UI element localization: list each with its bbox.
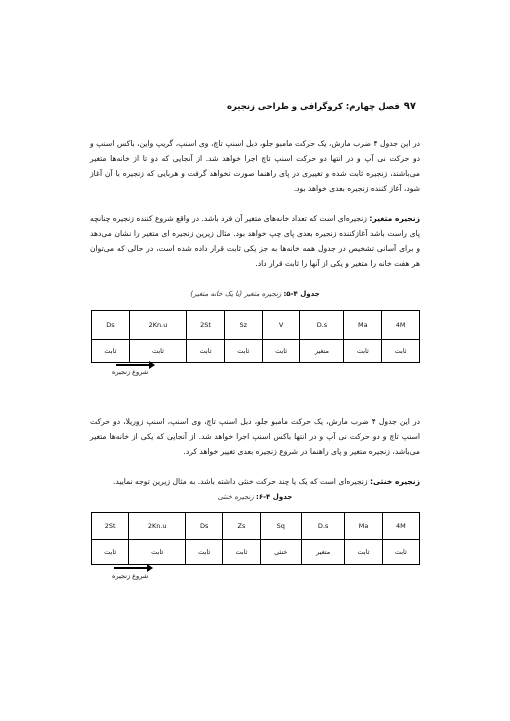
table-cell: ثابت — [187, 340, 225, 363]
table-cell: ثابت — [344, 340, 382, 363]
table-cell: Zs — [223, 513, 260, 540]
table-cell: متغیر — [301, 540, 345, 565]
table-cell: Ds — [92, 311, 130, 340]
chain-start-arrow-icon — [116, 364, 150, 366]
page-number: ۹۷ — [403, 101, 416, 112]
table-cell: 4M — [382, 311, 420, 340]
table-caption-neutral — [90, 493, 420, 501]
chain-start-arrow-icon — [114, 567, 148, 569]
table-caption-text: زنجیره خنثی — [217, 493, 254, 501]
page-header — [90, 101, 420, 117]
table-cell: ثابت — [345, 540, 382, 565]
table-caption-text: زنجیره متغیر (با یک خانه متغیر) — [190, 290, 282, 298]
paragraph-variable-chain-explanation: در این جدول ۴ ضرب مارش، یک حرکت مامبو جلو، دبل اسنپ تاچ، وی اسنپ، اسنپ زوریلا، دو حرکت اسنپ تاچ و دو حرکت نی آپ و در انتها باکس اسنپ اجرا خواهد شد. از آنجایی که یکی از خانه‌ها متغیر می‌باشد، زنجیره متغیر و پای راهنما در شروع زنجیره بعدی تغییر خواهد کرد. — [90, 417, 420, 456]
table-caption-label: جدول ۴-۵: — [283, 290, 320, 298]
table-cell: V — [262, 311, 300, 340]
table-cell: ثابت — [223, 540, 260, 565]
table-cell: ثابت — [382, 340, 420, 363]
table-row-states — [92, 540, 420, 565]
table-cell: ثابت — [382, 540, 419, 565]
table-caption-variable — [90, 290, 420, 298]
chain-start-label: شروع زنجیره — [112, 368, 149, 376]
table-cell: 2Kn.u — [129, 311, 186, 340]
variable-chain-table — [91, 310, 420, 363]
paragraph-neutral-chain — [90, 475, 420, 490]
chapter-title: فصل چهارم: کروگرافی و طراحی زنجیره — [226, 102, 400, 112]
table-cell: Ma — [344, 311, 382, 340]
table-cell: D.s — [300, 311, 344, 340]
table-cell: Ma — [345, 513, 382, 540]
table-row-moves — [92, 513, 420, 540]
table-cell: ثابت — [92, 540, 129, 565]
table-row-states — [92, 340, 420, 363]
table-cell: ثابت — [92, 340, 130, 363]
table-cell: خنثی — [260, 540, 301, 565]
table-cell: 4M — [382, 513, 419, 540]
table-cell: 2St — [92, 513, 129, 540]
chain-start-label: شروع زنجیره — [112, 572, 149, 580]
table-cell: Ds — [186, 513, 223, 540]
table-cell: 2Kn.u — [129, 513, 186, 540]
paragraph-fixed-chain-explanation: در این جدول ۴ ضرب مارش، یک حرکت مامبو جلو، دبل اسنپ تاچ، وی اسنپ، گریپ واین، باکس اسنپ و دو حرکت نی آپ و در انتها دو حرکت اسنپ تاچ اجرا خواهد شد. از آنجایی که دو تا از خانه‌ها متغیر می‌باشند، زنجیره ثابت شده و تغییری در پای راهنما صورت نخواهد گرفت و هربایی که زنجیره با آن آغاز شود، آغاز کننده زنجیره بعدی خواهد بود. — [90, 139, 420, 193]
table-cell: ثابت — [262, 340, 300, 363]
table-cell: ثابت — [129, 340, 186, 363]
table-cell: D.s — [301, 513, 345, 540]
paragraph-neutral-chain-text: زنجیره‌ای است که یک یا چند حرکت خنثی داشته باشد. به مثال زیرین توجه نمایید. — [112, 477, 370, 486]
table-cell: Sq — [260, 513, 301, 540]
table-row-moves — [92, 311, 420, 340]
paragraph-variable-chain — [90, 212, 420, 272]
paragraph-variable-chain-text: زنجیره‌ای است که تعداد خانه‌های متغیر آن فرد باشد. در واقع شروع کننده زنجیره چنانچه پای راست باشد آغازکننده زنجیره بعدی پای چپ خواهد بود. مثال زیرین زنجیره ای متغیر را نشان می‌دهد و برای آسانی تشخیص در جدول همه خانه‌ها به جز یکی ثابت قرار داده شده است، در حالی که می‌توان هر هفت خانه را متغیر و یکی از آنها را ثابت قرار داد. — [90, 214, 420, 268]
table-cell: Sz — [224, 311, 262, 340]
table-cell: ثابت — [186, 540, 223, 565]
term-neutral-chain: زنجیره خنثی: — [369, 477, 420, 486]
table-cell: ثابت — [129, 540, 186, 565]
term-variable-chain: زنجیره متغیر: — [369, 214, 420, 223]
neutral-chain-table — [91, 512, 420, 565]
table-caption-label: جدول ۴-۶: — [256, 493, 293, 501]
table-cell: ثابت — [224, 340, 262, 363]
table-cell: متغیر — [300, 340, 344, 363]
table-cell: 2St — [187, 311, 225, 340]
